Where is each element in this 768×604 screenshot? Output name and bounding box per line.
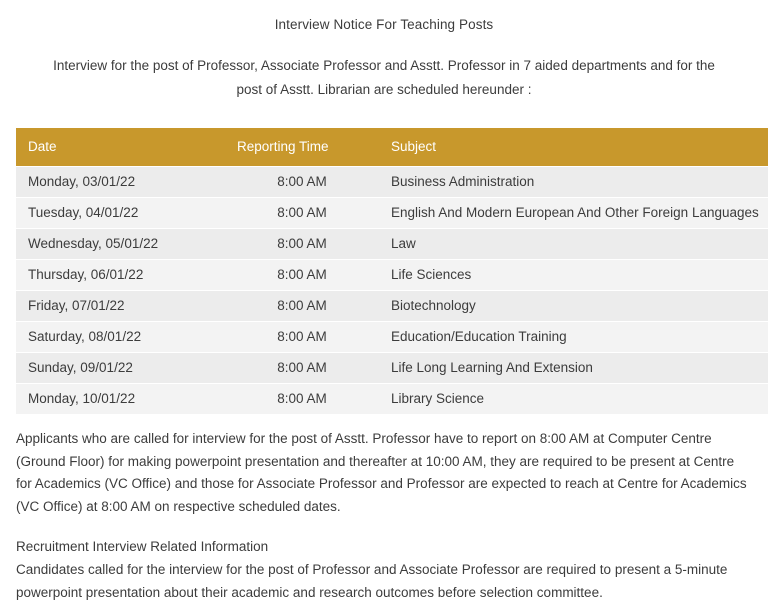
cell-reporting-time: 8:00 AM bbox=[225, 322, 379, 353]
cell-subject: Life Long Learning And Extension bbox=[379, 353, 768, 384]
cell-reporting-time: 8:00 AM bbox=[225, 198, 379, 229]
cell-date: Monday, 03/01/22 bbox=[16, 167, 225, 198]
cell-date: Thursday, 06/01/22 bbox=[16, 260, 225, 291]
table-row bbox=[16, 384, 768, 415]
cell-subject: Business Administration bbox=[379, 167, 768, 198]
table-header bbox=[16, 128, 768, 167]
table-row bbox=[16, 167, 768, 198]
cell-reporting-time: 8:00 AM bbox=[225, 260, 379, 291]
cell-subject: English And Modern European And Other Foreign Languages bbox=[379, 198, 768, 229]
cell-reporting-time: 8:00 AM bbox=[225, 291, 379, 322]
table-row bbox=[16, 198, 768, 229]
cell-subject: Law bbox=[379, 229, 768, 260]
cell-date: Friday, 07/01/22 bbox=[16, 291, 225, 322]
column-header-subject: Subject bbox=[379, 128, 768, 167]
table-body bbox=[16, 167, 768, 415]
cell-reporting-time: 8:00 AM bbox=[225, 384, 379, 415]
cell-date: Sunday, 09/01/22 bbox=[16, 353, 225, 384]
cell-date: Wednesday, 05/01/22 bbox=[16, 229, 225, 260]
column-header-date: Date bbox=[16, 128, 225, 167]
cell-date: Tuesday, 04/01/22 bbox=[16, 198, 225, 229]
cell-subject: Education/Education Training bbox=[379, 322, 768, 353]
table-header-row bbox=[16, 128, 768, 167]
column-header-reporting-time: Reporting Time bbox=[225, 128, 379, 167]
table-row bbox=[16, 229, 768, 260]
table-row bbox=[16, 260, 768, 291]
cell-date: Saturday, 08/01/22 bbox=[16, 322, 225, 353]
cell-reporting-time: 8:00 AM bbox=[225, 353, 379, 384]
cell-date: Monday, 10/01/22 bbox=[16, 384, 225, 415]
table-row bbox=[16, 353, 768, 384]
cell-subject: Life Sciences bbox=[379, 260, 768, 291]
reporting-instructions: Applicants who are called for interview for the post of Asstt. Professor have to report on 8:00 AM at Computer Centre (Ground Floor) for making powerpoint presentation and thereafter at 10:00 AM, they are required to be present at Centre for Academics (VC Office) and those for Associate Professor and Professor are expected to reach at Centre for Academics (VC Office) at 8:00 AM on respective scheduled dates. bbox=[16, 431, 747, 514]
recruitment-info-body: Candidates called for the interview for the post of Professor and Associate Professor are required to present a 5-minute powerpoint presentation about their academic and research outcomes before selection committee. bbox=[16, 562, 728, 600]
cell-reporting-time: 8:00 AM bbox=[225, 167, 379, 198]
page-title: Interview Notice For Teaching Posts bbox=[274, 17, 494, 32]
table-row bbox=[16, 291, 768, 322]
intro-paragraph: Interview for the post of Professor, Associate Professor and Asstt. Professor in 7 aided departments and for the post of Asstt. Librarian are scheduled hereunder : bbox=[53, 58, 715, 97]
cell-reporting-time: 8:00 AM bbox=[225, 229, 379, 260]
table-row bbox=[16, 322, 768, 353]
interview-schedule-table bbox=[16, 128, 768, 414]
cell-subject: Biotechnology bbox=[379, 291, 768, 322]
cell-subject: Library Science bbox=[379, 384, 768, 415]
recruitment-info-heading: Recruitment Interview Related Information bbox=[16, 539, 269, 555]
